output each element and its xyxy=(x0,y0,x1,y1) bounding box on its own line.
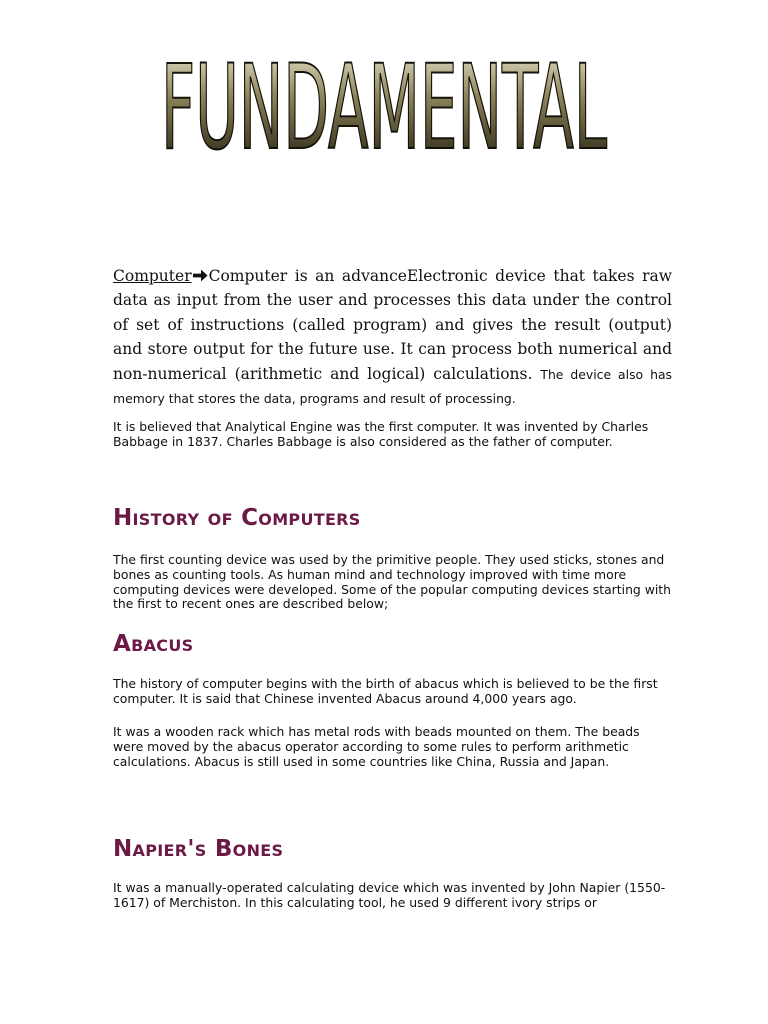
wordart-title-graphic xyxy=(150,40,618,176)
term-computer: Computer xyxy=(113,267,192,285)
paragraph-text: It was a manually-operated calculating device which was invented by John Napier (1550-1617) of Merchiston. In this calculating tool, he used 9 different ivory strips or xyxy=(113,880,666,910)
right-arrow-icon xyxy=(193,264,208,288)
paragraph-text: It was a wooden rack which has metal rods with beads mounted on them. The beads were moved by the abacus operator according to some rules to perform arithmetic calculations. Abacus is still used in some countries like China, Russia and Japan. xyxy=(113,724,640,769)
paragraph-text: The history of computer begins with the birth of abacus which is believed to be the first computer. It is said that Chinese invented Abacus around 4,000 years ago. xyxy=(113,676,658,706)
heading-history-of-computers: History of Computers xyxy=(113,505,361,531)
heading-abacus: Abacus xyxy=(113,631,194,657)
paragraph-abacus-description xyxy=(113,725,672,769)
intro-paragraph xyxy=(113,264,672,410)
heading-napiers-bones: Napier's Bones xyxy=(113,836,284,862)
paragraph-text: It is believed that Analytical Engine was the first computer. It was invented by Charles Babbage in 1837. Charles Babbage is also considered as the father of computer. xyxy=(113,419,649,449)
wordart-title-text: FUNDAMENTAL xyxy=(161,40,607,176)
paragraph-napiers-bones xyxy=(113,881,672,911)
paragraph-text: The first counting device was used by the primitive people. They used sticks, stones and bones as counting tools. As human mind and technology improved with time more computing devices were developed. Some of the popular computing devices starting with the first to recent ones are described below; xyxy=(113,552,672,612)
paragraph-first-counting-device xyxy=(113,553,672,612)
intro-definition: Computer is an advanceElectronic device that takes raw data as input from the user and processes this data under the control of set of instructions (called program) and gives the result (output) and store output for the future use. It can process both numerical and non-numerical (arithmetic and logical) calculations. xyxy=(113,267,672,383)
wordart-title xyxy=(150,40,618,176)
intro-memory-note: The device also has memory that stores the data, programs and result of processing. xyxy=(113,366,672,407)
paragraph-abacus-history xyxy=(113,677,672,707)
paragraph-analytical-engine xyxy=(113,420,672,450)
